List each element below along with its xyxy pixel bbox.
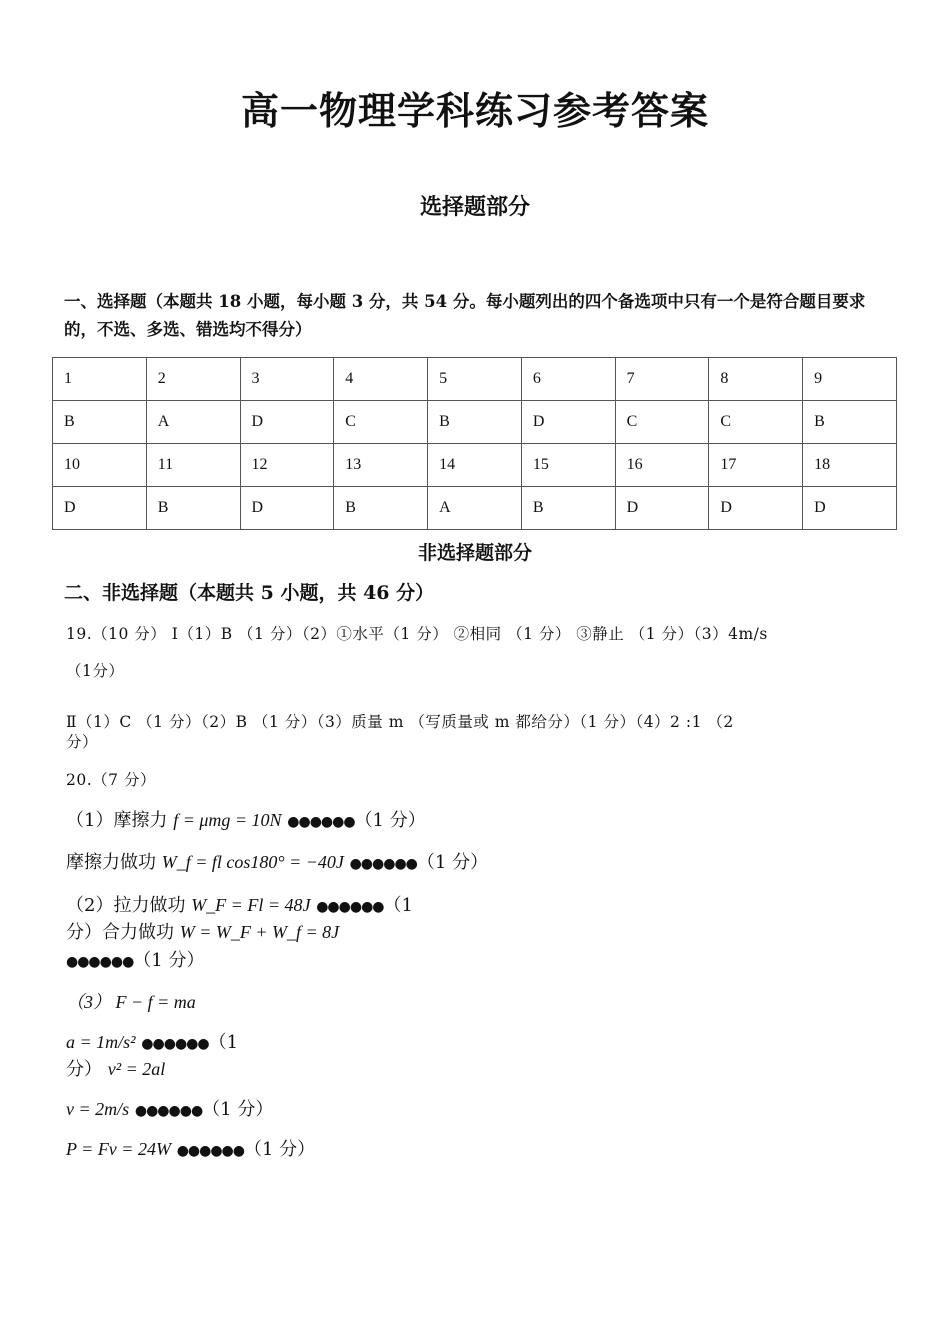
score-marker: ●●●●●●	[316, 899, 384, 915]
friction-work-formula: W_f = fl cos180° = −40J	[161, 852, 344, 872]
table-cell: 2	[146, 358, 240, 401]
table-cell: B	[428, 401, 522, 444]
table-cell: 5	[428, 358, 522, 401]
friction-formula: f = μmg = 10N	[173, 810, 282, 830]
part2-heading: 二、非选择题（本题共 5 小题，共 46 分）	[64, 582, 435, 604]
table-row-answers	[53, 487, 897, 530]
kinematics-formula: v² = 2al	[107, 1059, 166, 1079]
table-cell: D	[709, 487, 803, 530]
score-marker: ●●●●●●	[349, 856, 417, 872]
q20-header: 20.（7 分）	[66, 771, 156, 789]
table-row-question-numbers	[53, 358, 897, 401]
table-cell: C	[615, 401, 709, 444]
table-cell: D	[521, 401, 615, 444]
table-cell: B	[521, 487, 615, 530]
table-cell: D	[240, 487, 334, 530]
score-marker: ●●●●●●	[66, 954, 134, 970]
q19-line1-cont: （1分）	[66, 662, 125, 680]
table-cell: 1	[53, 358, 147, 401]
table-row-question-numbers	[53, 444, 897, 487]
table-cell: A	[146, 401, 240, 444]
answer-table	[52, 357, 897, 530]
table-cell: D	[615, 487, 709, 530]
table-cell: D	[53, 487, 147, 530]
table-cell: 18	[803, 444, 897, 487]
page-title: 高一物理学科练习参考答案	[240, 88, 709, 133]
table-cell: 4	[334, 358, 428, 401]
q20-line10: P = Fv = 24W ●●●●●●（1 分）	[66, 1139, 316, 1160]
q20-line4: 分）合力做功 W = W_F + W_f = 8J	[66, 922, 340, 943]
pull-work-formula: W_F = Fl = 48J	[191, 895, 311, 915]
table-cell: C	[709, 401, 803, 444]
table-cell: 9	[803, 358, 897, 401]
power-formula: P = Fv = 24W	[66, 1139, 171, 1159]
section-heading-multiple-choice: 选择题部分	[419, 194, 530, 220]
q19-line1: 19.（10 分） Ⅰ（1）B （1 分）（2）①水平（1 分） ②相同 （1 分） ③静止 （1 分）（3）4m/s	[66, 625, 768, 643]
score-marker: ●●●●●●	[176, 1143, 244, 1159]
table-cell: 13	[334, 444, 428, 487]
q20-line2: 摩擦力做功 W_f = fl cos180° = −40J ●●●●●●（1 分）	[66, 852, 489, 873]
q19-line2: Ⅱ（1）C （1 分）（2）B （1 分）（3）质量 m （写质量或 m 都给分）（1 分）（4）2 :1 （2	[66, 713, 734, 731]
q20-line1: （1）摩擦力 f = μmg = 10N ●●●●●●（1 分）	[66, 810, 426, 831]
table-cell: 8	[709, 358, 803, 401]
table-cell: 15	[521, 444, 615, 487]
table-cell: B	[803, 401, 897, 444]
score-marker: ●●●●●●	[287, 814, 355, 830]
table-cell: 7	[615, 358, 709, 401]
q20-line9: v = 2m/s ●●●●●●（1 分）	[66, 1099, 274, 1120]
table-cell: B	[334, 487, 428, 530]
q19-line2-cont: 分）	[66, 733, 99, 751]
table-cell: 3	[240, 358, 334, 401]
table-row-answers	[53, 401, 897, 444]
acceleration-formula: a = 1m/s²	[66, 1032, 136, 1052]
mc-instructions: 一、选择题（本题共 18 小题，每小题 3 分，共 54 分。每小题列出的四个备选项中只有一个是符合题目要求的，不选、多选、错选均不得分）	[64, 292, 866, 339]
table-cell: C	[334, 401, 428, 444]
table-cell: B	[53, 401, 147, 444]
table-cell: A	[428, 487, 522, 530]
table-cell: 10	[53, 444, 147, 487]
q20-line6	[66, 988, 196, 1014]
table-cell: D	[803, 487, 897, 530]
table-cell: D	[240, 401, 334, 444]
section-heading-non-multiple-choice: 非选择题部分	[417, 542, 532, 564]
q20-line8: 分） v² = 2al	[66, 1059, 166, 1080]
q20-line5: ●●●●●●（1 分）	[66, 950, 205, 971]
table-cell: 12	[240, 444, 334, 487]
table-cell: B	[146, 487, 240, 530]
q20-line7: a = 1m/s² ●●●●●●（1	[66, 1032, 239, 1053]
table-cell: 11	[146, 444, 240, 487]
newton-second-law-formula: （3） F − f = ma	[66, 992, 196, 1012]
score-marker: ●●●●●●	[141, 1036, 209, 1052]
net-work-formula: W = W_F + W_f = 8J	[179, 922, 340, 942]
q20-line3: （2）拉力做功 W_F = Fl = 48J ●●●●●●（1	[66, 895, 413, 916]
table-cell: 17	[709, 444, 803, 487]
table-cell: 6	[521, 358, 615, 401]
table-cell: 16	[615, 444, 709, 487]
velocity-formula: v = 2m/s	[66, 1099, 130, 1119]
score-marker: ●●●●●●	[134, 1103, 203, 1119]
table-cell: 14	[428, 444, 522, 487]
